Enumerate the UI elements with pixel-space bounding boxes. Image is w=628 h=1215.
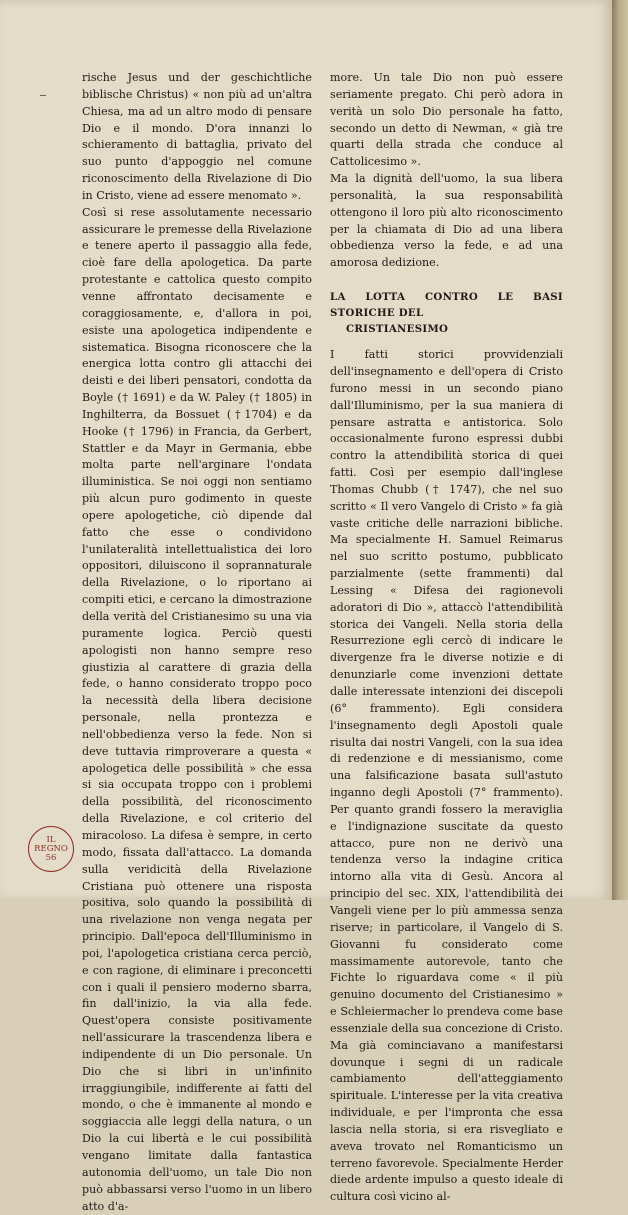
right-paragraph-4: Ma già cominciavano a manifestarsi dovunque i segni di un radicale cambiamento dell'atteggiamento spirituale. L'interesse per la vita creativa individuale, e per l'impronta che essa lascia nella storia, si era risvegliato e aveva trovato nel Romanticismo un terreno favorevole. Specialmente Herder diede ardente impulso a questo ideale di cultura così vicino al- — [330, 1038, 563, 1204]
publisher-stamp — [28, 826, 74, 872]
right-paragraph-3: I fatti storici provvidenziali dell'insegnamento e dell'opera di Cristo furono messi in un secondo piano dall'Illuminismo, per la sua maniera di pensare astratta e antistorica. Solo occasionalmente furono espressi dubbi contro la attendibilità storica di quei fatti. Così per esempio dall'inglese Thomas Chubb († 1747), che nel suo scritto « Il vero Vangelo di Cristo » fa già vaste critiche delle narrazioni bibliche. Ma specialmente H. Samuel Reimarus nel suo scritto postumo, pubblicato parzialmente (sette frammenti) dal Lessing « Difesa dei ragionevoli adoratori di Dio », attaccò l'attendibilità storica dei Vangeli. Nella storia della Resurrezione egli cercò di indicare le divergenze fra le diverse notizie e di denunziarle come invenzioni dettate dalle interessate intenzioni dei discepoli (6° frammento). Egli considera l'insegnamento degli Apostoli quale risulta dai nostri Vangeli, con la sua idea di redenzione e di messianismo, come una falsificazione basata sull'astuto inganno degli Apostoli (7° frammento). Per quanto grandi fossero la meraviglia e l'indignazione suscitate da questo attacco, pure non ne derivò una tendenza verso la indagine critica intorno alla vita di Gesù. Ancora al principio del sec. XIX, l'attendibilità dei Vangeli viene per lo più ammessa senza riserve; in particolare, il Vangelo di S. Giovanni fu considerato come massimamente autorevole, tanto che Fichte lo riguardava come « il più genuino documento del Cristianesimo » e Schleiermacher lo prendeva come base essenziale della sua concezione di Cristo. — [330, 348, 563, 1035]
left-paragraph-1: rische Jesus und der geschichtliche biblische Christus) « non più ad un'altra Chiesa, ma ad un altro modo di pensare Dio e il mondo. D'ora innanzi lo schieramento di battaglia, privato del suo punto d'appoggio nel comune riconoscimento della Rivelazione di Dio in Cristo, viene ad essere menomato ». — [82, 71, 312, 202]
right-column — [330, 70, 563, 1206]
spacer — [330, 337, 563, 347]
right-paragraph-2: Ma la dignità dell'uomo, la sua libera personalità, la sua responsabilità ottengono il loro più alto riconoscimento per la chiamata di Dio ad una libera obbedienza verso la fede, e ad una amorosa dedizione. — [330, 172, 563, 270]
stamp-line2: REGNO — [34, 843, 68, 854]
left-column — [82, 70, 312, 1215]
section-heading — [330, 289, 563, 337]
stamp-page-number: 56 — [45, 852, 57, 863]
page-edge — [612, 0, 628, 900]
spacer — [330, 272, 563, 289]
stamp-line1: IL — [46, 834, 56, 845]
right-paragraph-1: more. Un tale Dio non può essere seriamente pregato. Chi però adora in verità un solo Dio personale ha fatto, secondo un detto di Newman, « già tre quarti della strada che conduce al Cattolicesimo ». — [330, 71, 563, 169]
section-heading-line1: LA LOTTA CONTRO LE BASI STORICHE DEL — [330, 291, 563, 320]
section-heading-line2: CRISTIANESIMO — [346, 323, 449, 336]
margin-mark — [40, 95, 46, 96]
left-paragraph-2: Così si rese assolutamente necessario assicurare le premesse della Rivelazione e tenere aperto il passaggio alla fede, cioè fare della apologetica. Da parte protestante e cattolica questo compito venne affrontato decisamente e coraggiosamente, e, d'allora in poi, esiste una apologetica indipendente e sistematica. Bisogna riconoscere che la energica lotta contro gli attacchi dei deisti e dei liberi pensatori, condotta da Boyle († 1691) e da W. Paley († 1805) in Inghilterra, da Bossuet (†1704) e da Hooke († 1796) in Francia, da Gerbert, Stattler e da Mayr in Germania, ebbe molta parte nell'arginare l'ondata illuministica. Se noi oggi non sentiamo più alcun puro godimento in queste opere apologetiche, ciò dipende dal fatto che esse o condividono l'unilateralità intellettualistica dei loro oppositori, diluiscono il soprannaturale della Rivelazione, o lo riportano ai compiti etici, e cercano la dimostrazione della verità del Cristianesimo su una via puramente logica. Perciò questi apologisti non hanno sempre reso giustizia al carattere di grazia della fede, o hanno considerato troppo poco la necessità della libera decisione personale, nella prontezza e nell'obbedienza verso la fede. Non si deve tuttavia rimproverare a questa « apologetica delle possibilità » che essa si sia occupata troppo con i problemi della possibilità, del riconoscimento della Rivelazione, e col criterio del miracoloso. La difesa è sempre, in certo modo, fissata dall'attacco. La domanda sulla veridicità della Rivelazione Cristiana può ottenere una risposta positiva, solo quando la possibilità di una rivelazione non venga negata per principio. Dall'epoca dell'Illuminismo in poi, l'apologetica cristiana cerca perciò, e con ragione, di eliminare i preconcetti con i quali il pensiero moderno sbarra, fin dall'inizio, la via alla fede. Quest'opera consiste positivamente nell'assicurare la trascendenza libera e indipendente di un Dio personale. Un Dio che si libri in un'infinito irraggiungibile, indifferente ai fatti del mondo, o che è immanente al mondo e soggiaccia alle leggi della natura, o un Dio la cui libertà e le cui possibilità vengano limitate dalla fantastica autonomia dell'uomo, un tale Dio non può abbassarsi verso l'uomo in un libero atto d'a- — [82, 205, 312, 1213]
